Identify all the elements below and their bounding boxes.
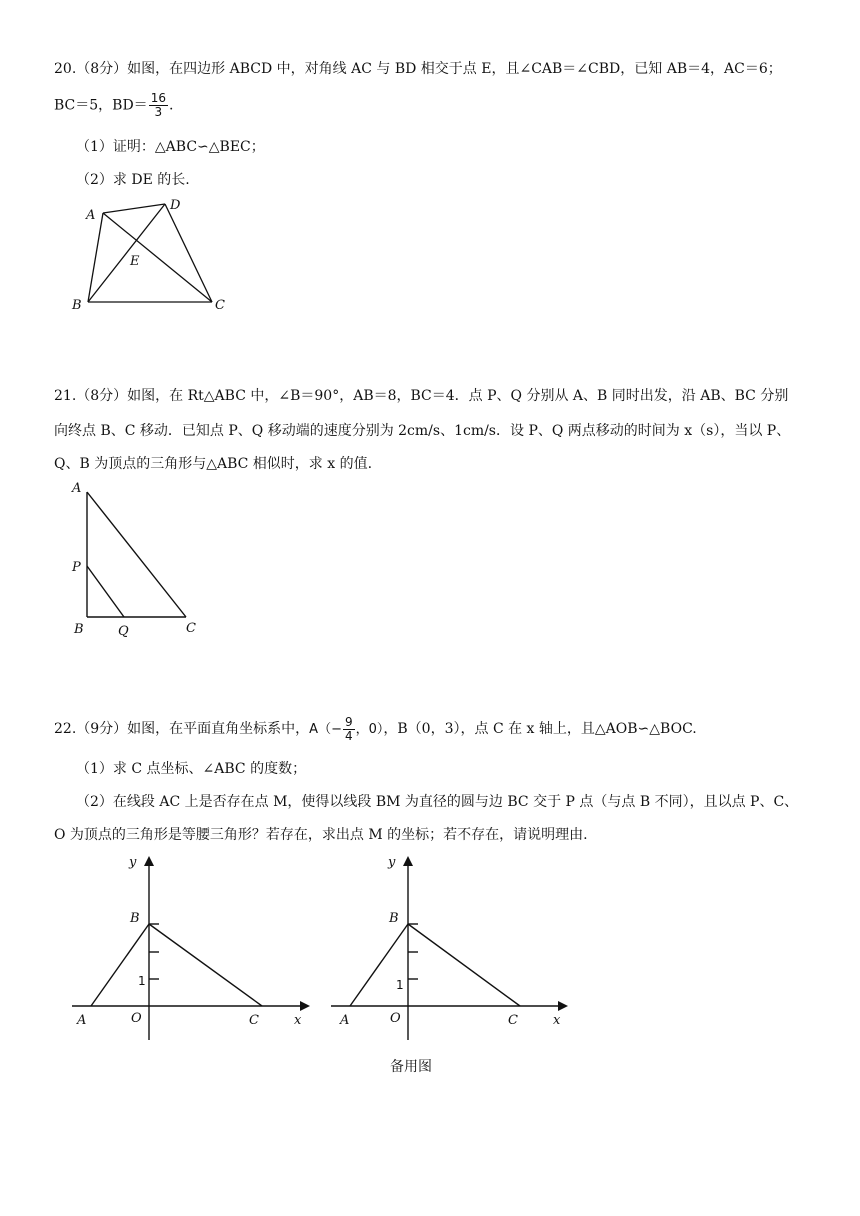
- bd-numerator: 16: [150, 91, 166, 105]
- q22-line1-prefix: 22.（9分）如图，在平面直角坐标系中，: [54, 721, 310, 737]
- q20-label-B: B: [72, 298, 82, 313]
- q21-label-P: P: [72, 560, 81, 575]
- g1-label-B: B: [130, 911, 140, 926]
- q20-label-A: A: [86, 208, 96, 223]
- q21-line3: Q、B 为顶点的三角形与△ABC 相似时，求 x 的值.: [54, 456, 373, 472]
- q20-label-C: C: [215, 298, 225, 313]
- q20-line2-prefix: BC＝5，BD＝: [54, 97, 148, 114]
- q20-label-D: D: [170, 198, 181, 213]
- g1-label-C: C: [249, 1013, 259, 1028]
- coord-open: A（−: [309, 722, 342, 737]
- g2-label-C: C: [508, 1013, 518, 1028]
- q20-label-E: E: [130, 254, 140, 269]
- y-axis-arrow-icon: [403, 856, 413, 866]
- q21-label-B: B: [74, 622, 84, 637]
- g1-label-y: y: [129, 855, 137, 870]
- g2-label-O: O: [390, 1011, 401, 1026]
- q21-label-C: C: [186, 621, 196, 636]
- g2-label-x: x: [553, 1013, 561, 1028]
- g1-label-A: A: [77, 1013, 87, 1028]
- spare-figure-caption: 备用图: [390, 1059, 432, 1075]
- edge-BC: [408, 924, 520, 1006]
- bd-denominator: 3: [154, 105, 163, 119]
- q21-line1: 21.（8分）如图，在 Rt△ABC 中，∠B＝90°，AB＝8，BC＝4．点 P、Q 分别从 A、B 同时出发，沿 AB、BC 分别: [54, 388, 789, 404]
- coord-close: ，0）: [355, 722, 384, 737]
- q20-line1: 20.（8分）如图，在四边形 ABCD 中，对角线 AC 与 BD 相交于点 E，且∠CAB＝∠CBD，已知 AB＝4，AC＝6；: [54, 61, 782, 77]
- q21-line2: 向终点 B、C 移动．已知点 P、Q 移动端的速度分别为 2cm/s、1cm/s．设 P、Q 两点移动的时间为 x（s），当以 P、: [54, 423, 791, 439]
- q22-part1: （1）求 C 点坐标、∠ABC 的度数；: [76, 761, 307, 777]
- g1-label-O: O: [131, 1011, 142, 1026]
- g2-label-one: 1: [396, 978, 404, 992]
- q21-label-A: A: [72, 481, 82, 496]
- g2-label-B: B: [389, 911, 399, 926]
- g1-label-one: 1: [138, 974, 146, 988]
- a-numerator: 9: [344, 715, 353, 729]
- q21-label-Q: Q: [118, 624, 129, 639]
- q20-part1: （1）证明：△ABC∽△BEC；: [76, 139, 265, 155]
- a-denominator: 4: [344, 729, 353, 743]
- edge-AB: [350, 924, 408, 1006]
- x-axis-arrow-icon: [558, 1001, 568, 1011]
- q20-part2: （2）求 DE 的长.: [76, 172, 190, 188]
- g2-label-y: y: [388, 855, 396, 870]
- q22-line1-suffix: ，B（0，3），点 C 在 x 轴上，且△AOB∽△BOC.: [383, 721, 697, 737]
- q22-part2-line2: O 为顶点的三角形是等腰三角形？若存在，求出点 M 的坐标；若不存在，请说明理由.: [54, 827, 588, 843]
- q22-part2-line1: （2）在线段 AC 上是否存在点 M，使得以线段 BM 为直径的圆与边 BC 交于 P 点（与点 B 不同），且以点 P、C、: [76, 794, 799, 810]
- g2-label-A: A: [340, 1013, 350, 1028]
- g1-label-x: x: [294, 1013, 302, 1028]
- q20-line2-suffix: .: [168, 97, 174, 114]
